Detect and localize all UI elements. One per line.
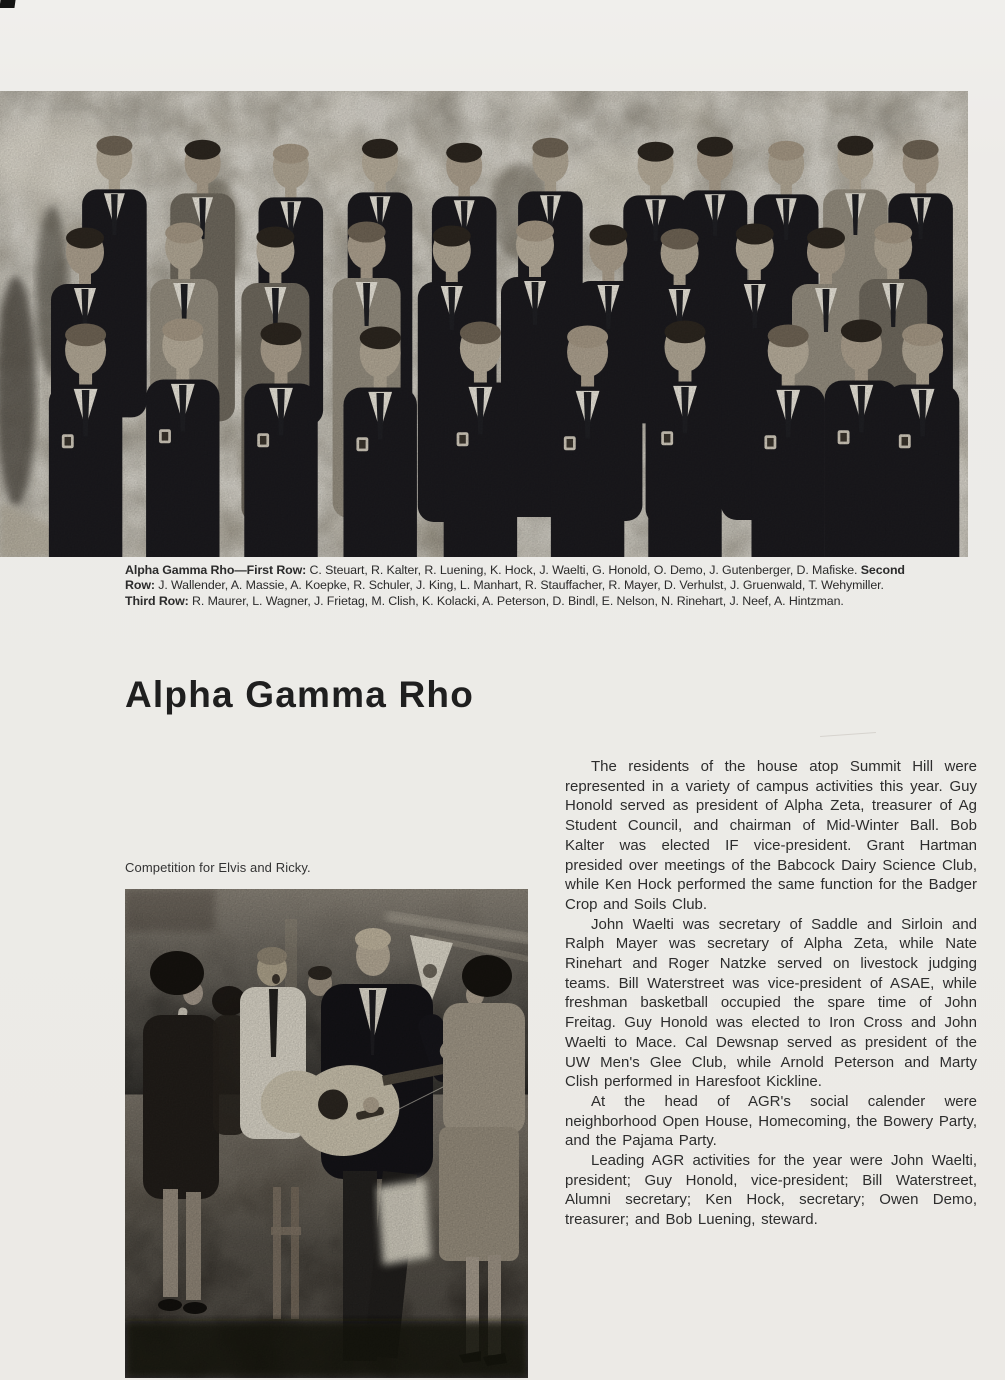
- group-photo-caption: [125, 563, 981, 609]
- scan-corner-artifact: [0, 0, 16, 8]
- paragraph: Leading AGR activities for the year were John Waelti, president; Guy Honold, vice-president; Bill Waterstreet, Alumni secretary; Ken Hock, secretary; Owen Demo, treasurer; and Bob Luening, steward.: [565, 1152, 977, 1229]
- caption-line: Row: J. Wallender, A. Massie, A. Koepke, R. Schuler, J. King, L. Manhart, R. Stauffacher, R. Mayer, D. Verhulst, J. Gruenwald, T. Wehymiller.: [125, 578, 884, 593]
- party-photo: [125, 889, 528, 1378]
- group-photo: [0, 91, 968, 557]
- paragraph: At the head of AGR's social calender were neighborhood Open House, Homecoming, the Bowery Party, and the Pajama Party.: [565, 1092, 977, 1150]
- page-title: Alpha Gamma Rho: [125, 674, 474, 715]
- party-photo-caption: Competition for Elvis and Ricky.: [125, 860, 311, 875]
- body-text: [565, 757, 977, 1230]
- paragraph: John Waelti was secretary of Saddle and Sirloin and Ralph Mayer was secretary of Alpha Zeta, while Nate Rinehart and Roger Natzke served on livestock judging teams. Bill Waterstreet was vice-president of ASAE, while freshman basketball occupied the spare time of John Freitag. Guy Honold was elected to Iron Cross and John Waelti to Mace. Cal Dewsnap served as president of the UW Men's Glee Club, while Arnold Peterson and Marty Clish performed in Haresfoot Kickline.: [565, 915, 977, 1091]
- caption-line: Alpha Gamma Rho—First Row: C. Steuart, R. Kalter, R. Luening, K. Hock, J. Waelti, G. Honold, O. Demo, J. Gutenberger, D. Mafiske. Second: [125, 563, 905, 577]
- scan-scratch-artifact: [820, 732, 876, 737]
- paragraph: The residents of the house atop Summit Hill were represented in a variety of campus activities this year. Guy Honold served as president of Alpha Zeta, treasurer of Ag Student Council, and chairman of Mid-Winter Ball. Bob Kalter was elected IF vice-president. Grant Hartman presided over meetings of the Babcock Dairy Science Club, while Ken Hock performed the same function for the Badger Crop and Soils Club.: [565, 758, 977, 913]
- caption-line: Third Row: R. Maurer, L. Wagner, J. Frietag, M. Clish, K. Kolacki, A. Peterson, D. Bindl, E. Nelson, N. Rinehart, J. Neef, A. Hintzman.: [125, 593, 844, 608]
